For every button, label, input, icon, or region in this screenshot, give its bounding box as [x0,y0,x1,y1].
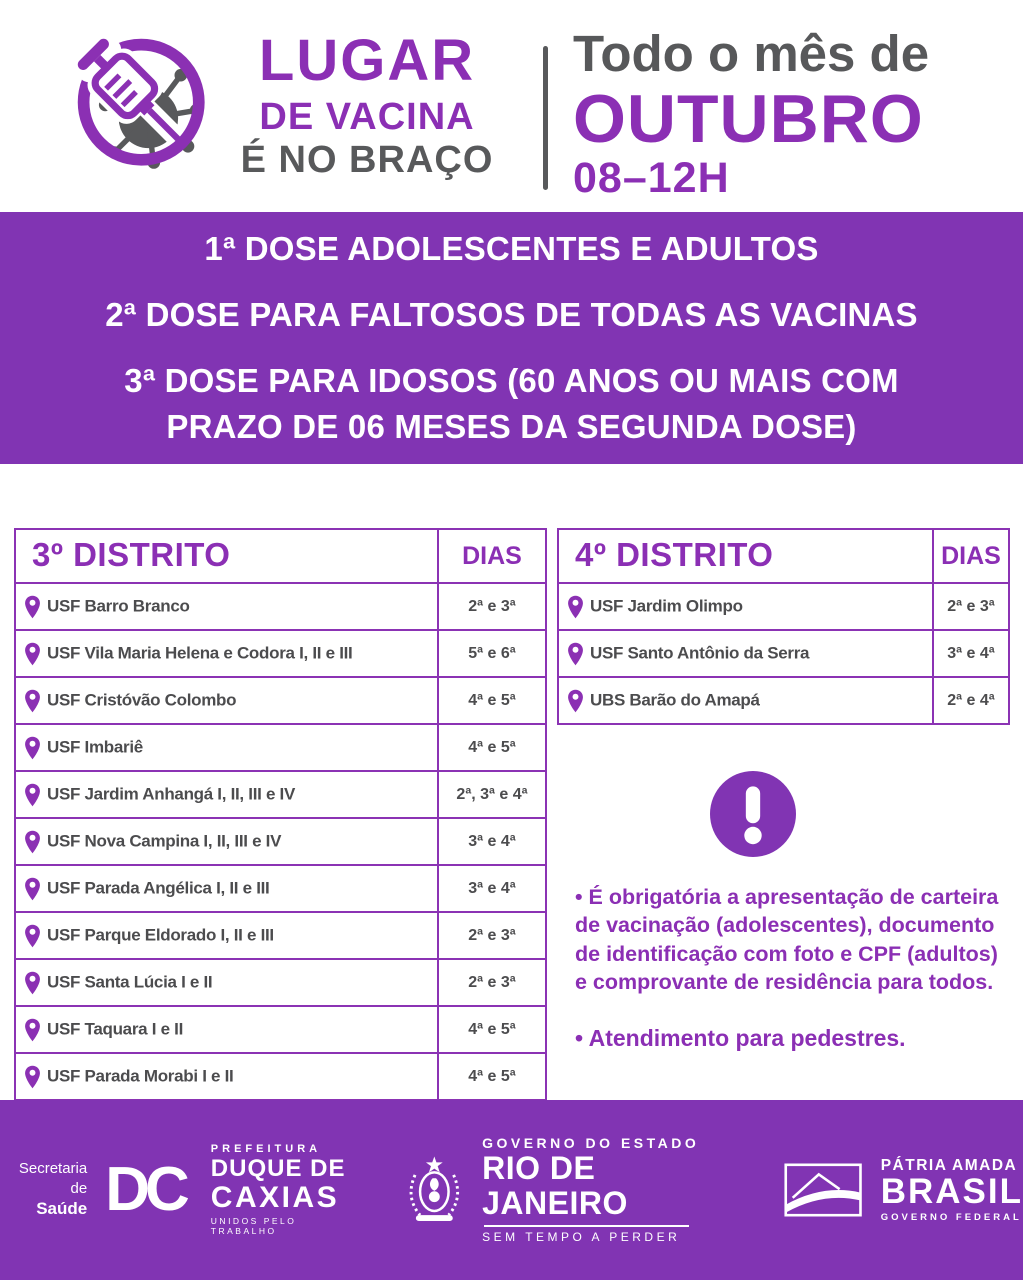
facility-name: UBS Barão do Amapá [590,689,760,709]
facility-name: USF Jardim Olimpo [590,595,743,615]
map-pin-icon [24,971,41,995]
table-row [15,771,546,818]
facility-days: 5ª e 6ª [438,630,546,677]
governo-divider [484,1225,689,1227]
district3-days-header: DIAS [438,529,546,583]
dc-logo: DC [105,1155,185,1224]
brazil-flag-icon [784,1162,862,1218]
facility-name: USF Parada Angélica I, II e III [47,877,270,897]
district4-table [557,528,1010,725]
map-pin-icon [567,689,584,713]
district4-title: 4º DISTRITO [558,529,933,583]
map-pin-icon [24,689,41,713]
pedestrians-note: • Atendimento para pedestres. [575,1024,906,1051]
facility-name: USF Cristóvão Colombo [47,689,237,709]
prefeitura-name2: CAXIAS [210,1181,340,1215]
map-pin-icon [567,642,584,666]
prefeitura-logo-text [211,1144,364,1236]
period-hours: 08–12H [573,154,730,202]
district3-table [14,528,547,1101]
table-row [15,1006,546,1053]
dose-info-banner [0,212,1023,464]
facility-name: USF Parada Morabi I e II [47,1065,234,1085]
facility-name: USF Jardim Anhangá I, II, III e IV [47,783,296,803]
facility-name: USF Santa Lúcia I e II [47,971,213,991]
table-header-row [15,529,546,583]
table-row [15,912,546,959]
table-row [15,583,546,630]
footer-bar [0,1100,1023,1280]
table-row [558,630,1009,677]
prefeitura-name1: DUQUE DE [210,1155,346,1183]
district4-days-header: DIAS [933,529,1009,583]
secretaria-saude-label [0,1159,87,1220]
table-row [558,583,1009,630]
syringe-virus-icon [62,20,224,188]
facility-days: 2ª e 3ª [438,912,546,959]
dose-line-2: 2ª DOSE PARA FALTOSOS DE TODAS AS VACINAS [105,295,918,333]
logo-word-de-vacina: DE VACINA [259,96,475,138]
brasil-name: BRASIL [880,1171,1023,1211]
brasil-logo-text [881,1158,1023,1223]
facility-days: 2ª, 3ª e 4ª [438,771,546,818]
map-pin-icon [24,877,41,901]
map-pin-icon [24,830,41,854]
table-row [15,1053,546,1100]
district-tables [14,528,1010,1101]
period-intro: Todo o mês de [573,25,930,82]
map-pin-icon [567,595,584,619]
logo-word-lugar: LUGAR [258,28,476,93]
brasil-label: PÁTRIA AMADA [880,1156,1018,1174]
facility-name: USF Parque Eldorado I, II e III [47,924,274,944]
facility-days: 2ª e 4ª [933,677,1009,724]
table-row [15,865,546,912]
table-row [15,724,546,771]
table-row [558,677,1009,724]
facility-days: 4ª e 5ª [438,1006,546,1053]
table-row [15,677,546,724]
map-pin-icon [24,736,41,760]
map-pin-icon [24,783,41,807]
exclamation-circle-icon [710,771,796,857]
facility-days: 2ª e 3ª [933,583,1009,630]
facility-days: 3ª e 4ª [438,818,546,865]
facility-days: 3ª e 4ª [933,630,1009,677]
governo-name: RIO DE JANEIRO [482,1149,628,1222]
prefeitura-label: PREFEITURA [210,1143,322,1156]
dose-line-1: 1ª DOSE ADOLESCENTES E ADULTOS [204,229,819,267]
map-pin-icon [24,595,41,619]
district3-title: 3º DISTRITO [15,529,438,583]
rio-coat-of-arms-icon [405,1152,464,1228]
facility-days: 2ª e 3ª [438,583,546,630]
facility-days: 3ª e 4ª [438,865,546,912]
facility-name: USF Vila Maria Helena e Codora I, II e III [47,642,353,662]
governo-tagline: SEM TEMPO A PERDER [482,1230,681,1245]
facility-name: USF Nova Campina I, II, III e IV [47,830,282,850]
secretaria-line2: Saúde [36,1199,88,1219]
campaign-logo-text [231,28,503,181]
facility-days: 4ª e 5ª [438,677,546,724]
map-pin-icon [24,642,41,666]
governo-label: GOVERNO DO ESTADO [482,1134,700,1151]
logo-word-e-no-braco: É NO BRAÇO [240,139,494,181]
table-row [15,630,546,677]
map-pin-icon [24,1065,41,1089]
right-column [557,528,1010,1052]
brasil-tagline: GOVERNO FEDERAL [880,1211,1022,1223]
facility-name: USF Imbariê [47,736,143,756]
requirements-notes [575,883,1011,1052]
period-month: OUTUBRO [573,81,924,157]
facility-days: 4ª e 5ª [438,1053,546,1100]
campaign-period [573,25,930,202]
table-row [15,959,546,1006]
map-pin-icon [24,924,41,948]
facility-name: USF Barro Branco [47,595,190,615]
dose-line-3: 3ª DOSE PARA IDOSOS (60 ANOS OU MAIS COM PRAZO DE 06 MESES DA SEGUNDA DOSE) [124,362,899,446]
secretaria-line1: Secretaria de [18,1160,88,1197]
facility-days: 2ª e 3ª [438,959,546,1006]
facility-name: USF Santo Antônio da Serra [590,642,810,662]
map-pin-icon [24,1018,41,1042]
facility-days: 4ª e 5ª [438,724,546,771]
alert-section [557,771,1010,857]
header-divider [543,46,548,190]
governo-estado-logo-text [482,1136,744,1245]
table-row [15,818,546,865]
facility-name: USF Taquara I e II [47,1018,183,1038]
table-header-row [558,529,1009,583]
prefeitura-tagline: UNIDOS PELO TRABALHO [210,1216,297,1236]
documents-note: • É obrigatória a apresentação de carteira de vacinação (adolescentes), documento de identificação com foto e CPF (adultos) e comprovante de residência para todos. [575,885,999,995]
